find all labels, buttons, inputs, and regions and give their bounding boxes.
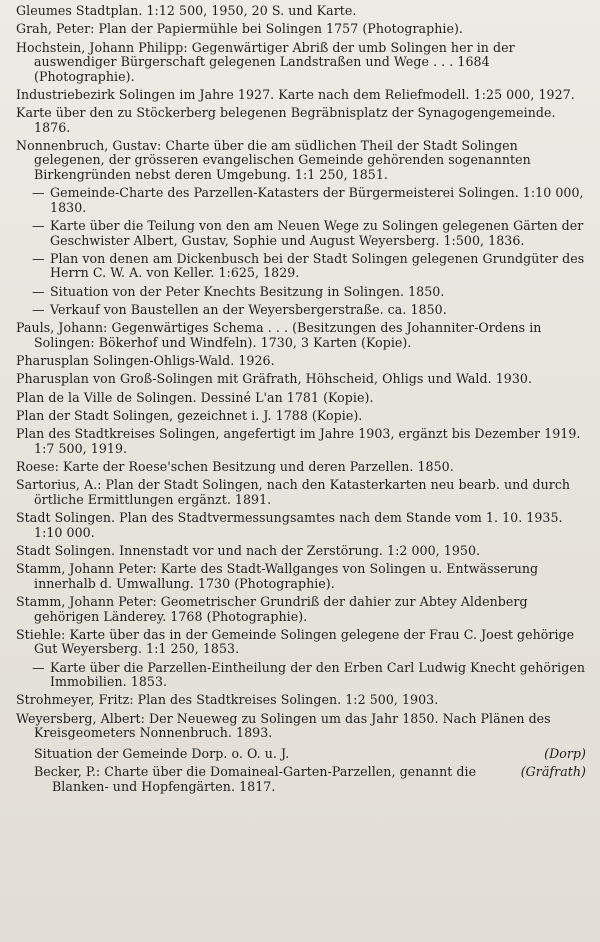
entry-text: Gleumes Stadtplan. 1:12 500, 1950, 20 S. und Karte. (16, 3, 357, 18)
bibliography-entry (16, 41, 586, 85)
entry-text: Stamm, Johann Peter: Geometrischer Grundriß der dahier zur Abtey Aldenberg gehörigen Länderey. 1768 (Photographie). (16, 594, 528, 624)
bibliography-entry (16, 303, 586, 318)
bibliography-entry (16, 478, 586, 507)
bibliography-entry (16, 219, 586, 248)
entry-text: Stadt Solingen. Plan des Stadtvermessungsamtes nach dem Stande vom 1. 10. 1935. 1:10 000. (16, 510, 563, 540)
bibliography-entry (16, 285, 586, 300)
entry-text: Stadt Solingen. Innenstadt vor und nach der Zerstörung. 1:2 000, 1950. (16, 542, 481, 558)
ditto-dash: — (32, 283, 45, 299)
entry-text: Verkauf von Baustellen an der Weyersbergerstraße. ca. 1850. (50, 301, 447, 317)
entry-text: Karte über den zu Stöckerberg belegenen Begräbnisplatz der Synagogengemeinde. 1876. (16, 105, 556, 135)
bibliography-entry (16, 106, 586, 135)
bibliography-entry (16, 391, 586, 406)
bibliography-entry-with-location (16, 747, 586, 762)
entry-text: Industriebezirk Solingen im Jahre 1927. Karte nach dem Reliefmodell. 1:25 000, 1927. (16, 86, 575, 102)
bibliography-entry (16, 139, 586, 183)
entry-text: Gemeinde-Charte des Parzellen-Katasters der Bürgermeisterei Solingen. 1:10 000, 1830. (50, 185, 584, 215)
bibliography-entry (16, 661, 586, 690)
bibliography-entry (16, 186, 586, 215)
location-margin-note: (Gräfrath) (520, 764, 586, 780)
bibliography-entry (16, 4, 586, 19)
entry-text: Pharusplan von Groß-Solingen mit Gräfrath, Höhscheid, Ohligs und Wald. 1930. (16, 371, 532, 387)
entry-text: Plan des Stadtkreises Solingen, angefertigt im Jahre 1903, ergänzt bis Dezember 1919. 1:7 500, 1919. (16, 426, 581, 456)
bibliography-entry (16, 544, 586, 559)
bibliography-entry (16, 252, 586, 281)
entry-text: Strohmeyer, Fritz: Plan des Stadtkreises Solingen. 1:2 500, 1903. (16, 692, 439, 708)
ditto-dash: — (32, 218, 45, 234)
bibliography-entry (16, 22, 586, 37)
bibliography-entry (16, 427, 586, 456)
ditto-dash: — (32, 301, 45, 317)
entry-text: Roese: Karte der Roese'schen Besitzung und deren Parzellen. 1850. (16, 459, 454, 475)
bibliography-entry (16, 628, 586, 657)
bibliography-entry (16, 321, 586, 350)
location-margin-note: (Dorp) (544, 745, 586, 761)
entry-text: Hochstein, Johann Philipp: Gegenwärtiger Abriß der umb Solingen her in der auswendiger Bürgerschaft gelegenen Landstraßen und Wege . . . 1684 (Photographie). (16, 39, 515, 84)
bibliography-entry (16, 693, 586, 708)
bibliography-list (16, 4, 586, 794)
entry-text: Plan von denen am Dickenbusch bei der Stadt Solingen gelegenen Grundgüter des Herrn C. W. A. von Keller. 1:625, 1829. (50, 250, 585, 281)
entry-text: Becker, P.: Charte über die Domaineal-Garten-Parzellen, genannt die Blanken- und Hopfengärten. 1817. (34, 764, 477, 794)
bibliography-entry-with-location (16, 765, 586, 794)
bibliography-entry (16, 372, 586, 387)
entry-text: Pharusplan Solingen-Ohligs-Wald. 1926. (16, 353, 275, 369)
entry-text: Situation der Gemeinde Dorp. o. O. u. J. (34, 745, 290, 761)
bibliography-entry (16, 88, 586, 103)
entry-text: Stiehle: Karte über das in der Gemeinde Solingen gelegene der Frau C. Joest gehörige Gut Weyersberg. 1:1 250, 1853. (16, 626, 575, 657)
bibliography-entry (16, 460, 586, 475)
entry-text: Pauls, Johann: Gegenwärtiges Schema . . . (Besitzungen des Johanniter-Ordens in Solingen: Bökerhof und Windfeln). 1730, 3 Karten (Kopie). (16, 320, 542, 350)
entry-text: Plan de la Ville de Solingen. Dessiné L'an 1781 (Kopie). (16, 389, 374, 405)
entry-text: Karte über die Parzellen-Eintheilung der den Erben Carl Ludwig Knecht gehörigen Immobilien. 1853. (50, 659, 585, 690)
entry-text: Stamm, Johann Peter: Karte des Stadt-Wallganges von Solingen u. Entwässerung innerhalb d. Umwallung. 1730 (Photographie). (16, 561, 539, 591)
entry-text: Nonnenbruch, Gustav: Charte über die am südlichen Theil der Stadt Solingen gelegenen, der grösseren evangelischen Gemeinde gehörenden sogenannten Birkengründen nebst deren Umgebung. 1:1 250, 1851. (16, 137, 531, 182)
entry-text: Weyersberg, Albert: Der Neueweg zu Solingen um das Jahr 1850. Nach Plänen des Kreisgeometers Nonnenbruch. 1893. (16, 710, 551, 741)
bibliography-entry (16, 712, 586, 741)
bibliography-entry (16, 511, 586, 540)
ditto-dash: — (32, 250, 45, 266)
bibliography-entry (16, 409, 586, 424)
bibliography-entry (16, 562, 586, 591)
bibliography-entry (16, 595, 586, 624)
entry-text: Situation von der Peter Knechts Besitzung in Solingen. 1850. (50, 283, 445, 299)
entry-text: Karte über die Teilung von den am Neuen Wege zu Solingen gelegenen Gärten der Geschwister Albert, Gustav, Sophie und August Weyersberg. 1:500, 1836. (50, 218, 584, 248)
ditto-dash: — (32, 185, 45, 201)
bibliography-entry (16, 354, 586, 369)
entry-text: Sartorius, A.: Plan der Stadt Solingen, nach den Katasterkarten neu bearb. und durch örtliche Ermittlungen ergänzt. 1891. (16, 477, 571, 507)
entry-text: Plan der Stadt Solingen, gezeichnet i. J. 1788 (Kopie). (16, 407, 363, 423)
ditto-dash: — (32, 659, 45, 675)
entry-text: Grah, Peter: Plan der Papiermühle bei Solingen 1757 (Photographie). (16, 21, 463, 37)
